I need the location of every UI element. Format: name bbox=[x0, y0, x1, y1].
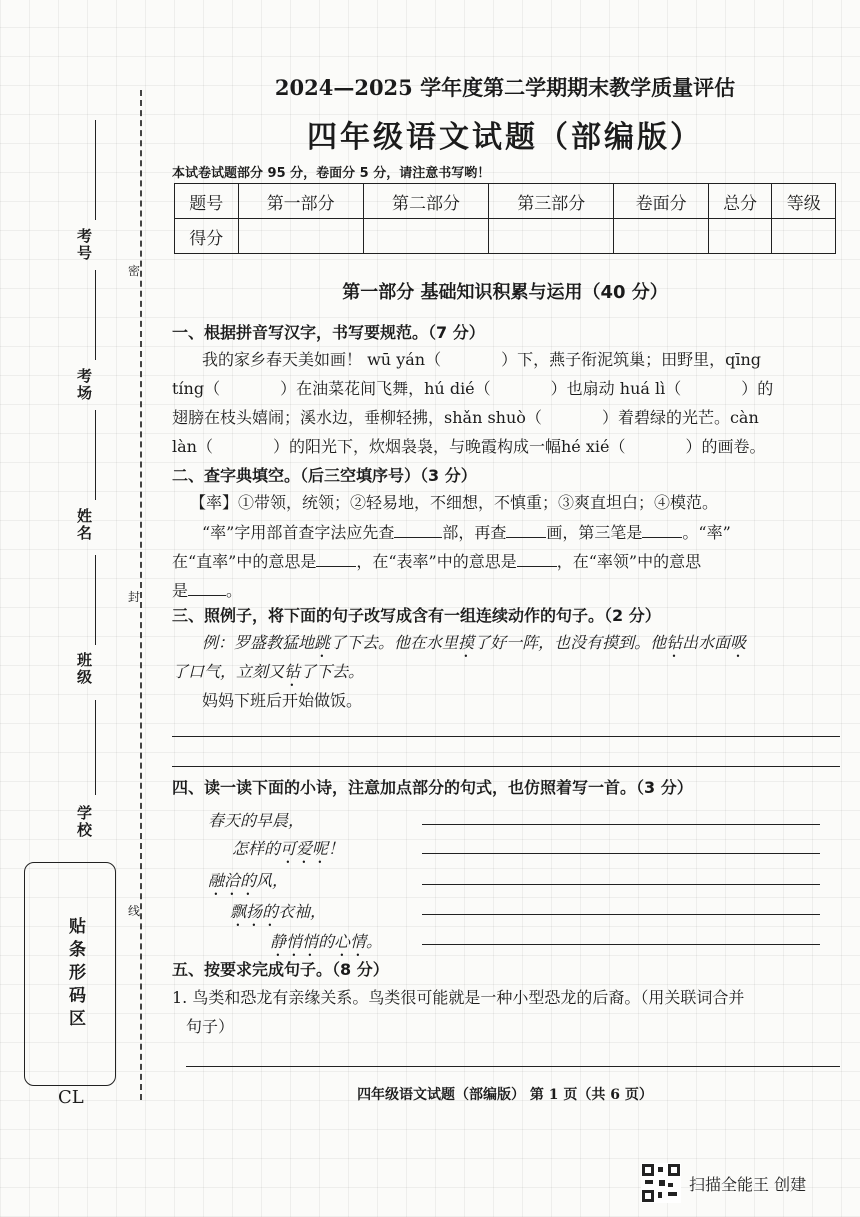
label-kaohao: 考号 bbox=[75, 228, 93, 262]
q1-text: ）着碧绿的光芒。 bbox=[601, 408, 730, 427]
kaochang-line bbox=[95, 270, 96, 360]
q1-text: 我的家乡春天美如画！ bbox=[202, 350, 363, 369]
exam-title: 2024—2025 学年度第二学期期末教学质量评估 bbox=[274, 75, 736, 100]
example-text: 了下去。他在水里 bbox=[330, 633, 459, 652]
pinyin: hú dié bbox=[424, 379, 475, 398]
answer-blank[interactable] bbox=[394, 521, 442, 538]
score-table-header-row bbox=[175, 184, 836, 219]
example-text: 了下去。 bbox=[300, 662, 365, 681]
exam-note: 本试卷试题部分 95 分，卷面分 5 分，请注意书写哟！ bbox=[172, 166, 491, 181]
score-header-cell: 等级 bbox=[772, 184, 836, 219]
example-verb: 钻 bbox=[666, 633, 683, 652]
poem-dotted: 静悄悄 bbox=[270, 932, 319, 951]
q2-text: 是 bbox=[172, 581, 189, 600]
scanner-watermark bbox=[641, 1163, 806, 1203]
q5-sentence-1-cont: 句子） bbox=[186, 1017, 235, 1036]
example-verb: 跳 bbox=[314, 633, 331, 652]
page-footer: 四年级语文试题（部编版） 第 1 页（共 6 页） bbox=[357, 1087, 653, 1103]
paper-code: CL bbox=[58, 1087, 84, 1108]
pinyin: tíng bbox=[172, 379, 205, 398]
q3-task: 妈妈下班后开始做饭。 bbox=[202, 691, 363, 710]
q2-line-4 bbox=[172, 576, 242, 605]
answer-line[interactable] bbox=[422, 944, 820, 945]
q2-title: 二、查字典填空。（后三空填序号）（3 分） bbox=[172, 466, 477, 485]
score-row-label: 得分 bbox=[175, 219, 239, 254]
q1-text: ）也扇动 bbox=[550, 379, 615, 398]
q4-title: 四、读一读下面的小诗，注意加点部分的句式，也仿照着写一首。（3 分） bbox=[172, 778, 693, 797]
binding-dashed-line bbox=[140, 90, 142, 1100]
answer-blank[interactable] bbox=[316, 550, 356, 567]
q2-text: ，在“表率”中的意思是 bbox=[356, 552, 517, 571]
score-header-cell: 第三部分 bbox=[489, 184, 614, 219]
q1-text: ）的阳光下，炊烟袅袅，与晚霞构成一幅 bbox=[272, 437, 561, 456]
score-cell[interactable] bbox=[614, 219, 708, 254]
label-school: 学校 bbox=[75, 805, 93, 839]
pinyin: shǎn shuò bbox=[444, 408, 526, 427]
seal-char-xian: 线 bbox=[128, 904, 141, 918]
score-header-cell: 第一部分 bbox=[238, 184, 363, 219]
pinyin: huá lì bbox=[619, 379, 666, 398]
qr-code-icon bbox=[641, 1163, 681, 1203]
pinyin: wū yán bbox=[367, 350, 426, 369]
q1-text: ）的 bbox=[741, 379, 774, 398]
answer-line[interactable] bbox=[186, 1066, 840, 1067]
answer-line[interactable] bbox=[422, 824, 820, 825]
exam-subtitle: 四年级语文试题（部编版） bbox=[307, 120, 703, 155]
barcode-area-label: 贴条形码区 bbox=[65, 917, 85, 1032]
poem-dotted: 飘扬的 bbox=[230, 902, 279, 921]
example-text: 了口气，立刻又 bbox=[172, 662, 285, 681]
q1-line-1: 我的家乡春天美如画！ wū yán（ ）下，燕子衔泥筑巢；田野里，qīng bbox=[202, 350, 762, 369]
poem-text: 怎样的 bbox=[232, 839, 281, 858]
poem-text: 风 bbox=[256, 871, 273, 890]
answer-blank[interactable] bbox=[506, 521, 546, 538]
score-header-cell: 第二部分 bbox=[363, 184, 488, 219]
name-line bbox=[95, 410, 96, 500]
example-text: 例：罗盛教猛地 bbox=[202, 633, 315, 652]
q1-text: ）的画卷。 bbox=[685, 437, 766, 456]
poem-line-5 bbox=[270, 929, 382, 960]
q2-text: 。“率” bbox=[682, 523, 731, 542]
answer-line[interactable] bbox=[422, 853, 820, 854]
example-verb: 吸 bbox=[730, 633, 747, 652]
q2-text: 在“直率”中的意思是 bbox=[172, 552, 317, 571]
score-header-cell: 卷面分 bbox=[614, 184, 708, 219]
watermark-text: 扫描全能王 创建 bbox=[689, 1174, 807, 1194]
pinyin: hé xié bbox=[561, 437, 610, 456]
q2-line-3 bbox=[172, 547, 701, 576]
poem-text: 衣袖 bbox=[278, 902, 311, 921]
q2-text: 画，第三笔是 bbox=[546, 523, 643, 542]
q1-line-3: 翅膀在枝头嬉闹；溪水边，垂柳轻拂，shǎn shuò（ ）着碧绿的光芒。càn bbox=[172, 408, 759, 427]
poem-dotted: 融洽的 bbox=[208, 871, 257, 890]
poem-text: ， bbox=[272, 871, 289, 890]
answer-line[interactable] bbox=[422, 914, 820, 915]
example-verb: 摸 bbox=[458, 633, 475, 652]
q2-line-2 bbox=[172, 518, 731, 547]
poem-line-2 bbox=[232, 836, 344, 867]
q2-definition: 【率】①带领，统领；②轻易地，不细想，不慎重；③爽直坦白；④模范。 bbox=[190, 493, 719, 512]
score-cell[interactable] bbox=[363, 219, 488, 254]
score-table-score-row bbox=[175, 219, 836, 254]
pinyin: làn bbox=[172, 437, 197, 456]
poem-dotted: 心情 bbox=[334, 932, 367, 951]
pinyin: qīng bbox=[725, 350, 762, 369]
answer-blank[interactable] bbox=[188, 579, 226, 596]
q3-title: 三、照例子，将下面的句子改写成含有一组连续动作的句子。（2 分） bbox=[172, 606, 661, 625]
answer-blank[interactable] bbox=[642, 521, 682, 538]
q2-text: 部，再查 bbox=[442, 523, 507, 542]
poem-text: 。 bbox=[366, 932, 383, 951]
answer-line[interactable] bbox=[172, 766, 840, 767]
pinyin: càn bbox=[729, 408, 759, 427]
score-header-cell: 题号 bbox=[175, 184, 239, 219]
q1-text: ）在油菜花间飞舞， bbox=[280, 379, 425, 398]
score-header-cell: 总分 bbox=[708, 184, 772, 219]
barcode-area bbox=[24, 862, 116, 1086]
label-class: 班级 bbox=[75, 652, 93, 686]
seal-char-feng: 封 bbox=[128, 590, 141, 604]
score-table bbox=[174, 183, 836, 254]
score-cell[interactable] bbox=[708, 219, 772, 254]
score-cell[interactable] bbox=[772, 219, 836, 254]
example-verb: 钻 bbox=[284, 662, 301, 681]
poem-line-4 bbox=[230, 899, 326, 930]
poem-dotted: 可爱呢 bbox=[280, 839, 329, 858]
poem-text: ， bbox=[310, 902, 327, 921]
label-kaochang: 考场 bbox=[75, 368, 93, 402]
q1-line-2: tíng（ ）在油菜花间飞舞，hú dié（ ）也扇动 huá lì（ ）的 bbox=[172, 379, 774, 398]
q5-title: 五、按要求完成句子。（8 分） bbox=[172, 960, 389, 979]
label-name: 姓名 bbox=[75, 508, 93, 542]
score-cell[interactable] bbox=[238, 219, 363, 254]
school-line bbox=[95, 700, 96, 795]
example-text: 出水面 bbox=[682, 633, 731, 652]
score-cell[interactable] bbox=[489, 219, 614, 254]
q1-line-4: làn（ ）的阳光下，炊烟袅袅，与晚霞构成一幅hé xié（ ）的画卷。 bbox=[172, 437, 766, 456]
q1-title: 一、根据拼音写汉字，书写要规范。（7 分） bbox=[172, 323, 485, 342]
q2-text: 。 bbox=[226, 581, 243, 600]
example-text: 了好一阵，也没有摸到。他 bbox=[474, 633, 667, 652]
poem-text: ！ bbox=[328, 839, 345, 858]
answer-line[interactable] bbox=[172, 736, 840, 737]
q1-text: ）下，燕子衔泥筑巢；田野里， bbox=[501, 350, 726, 369]
q2-text: “率”字用部首查字法应先查 bbox=[202, 523, 395, 542]
q5-sentence-1: 1. 鸟类和恐龙有亲缘关系。鸟类很可能就是一种小型恐龙的后裔。（用关联词合并 bbox=[172, 988, 745, 1007]
answer-blank[interactable] bbox=[517, 550, 557, 567]
class-line bbox=[95, 555, 96, 645]
part1-heading: 第一部分 基础知识积累与运用（40 分） bbox=[342, 282, 668, 303]
poem-text: 的 bbox=[318, 932, 335, 951]
answer-line[interactable] bbox=[422, 884, 820, 885]
poem-line-1: 春天的早晨， bbox=[208, 811, 305, 830]
q1-text: 翅膀在枝头嬉闹；溪水边，垂柳轻拂， bbox=[172, 408, 445, 427]
q2-text: ，在“率领”中的意思 bbox=[556, 552, 702, 571]
seal-char-mi: 密 bbox=[128, 264, 141, 278]
kaohao-line bbox=[95, 120, 96, 220]
poem-line-3 bbox=[208, 868, 288, 899]
